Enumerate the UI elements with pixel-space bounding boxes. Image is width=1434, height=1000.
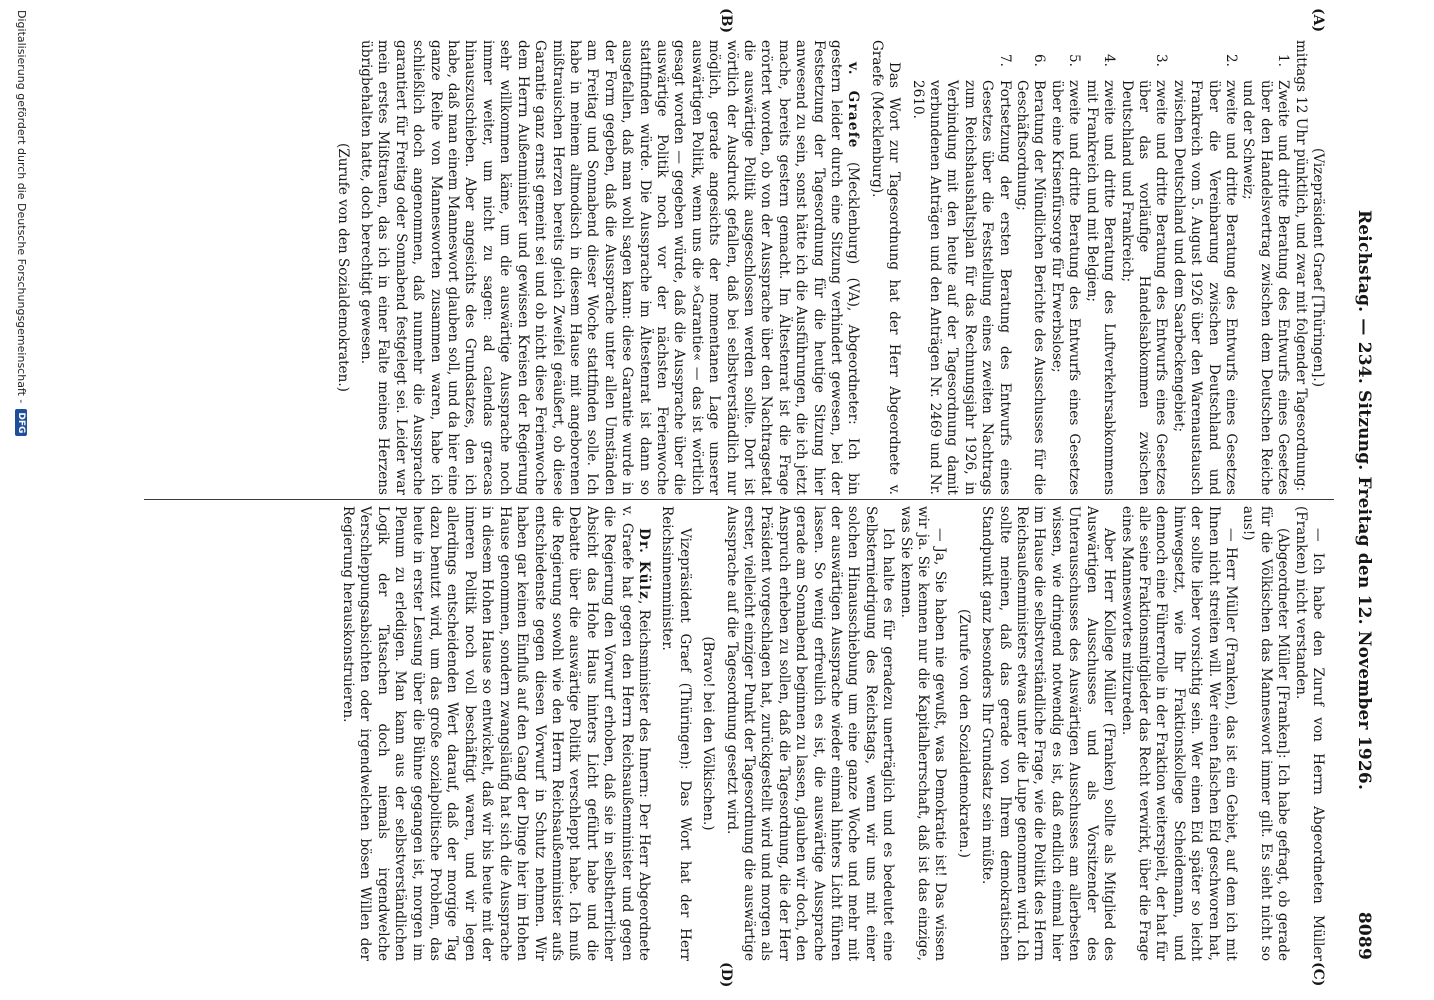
margin-mark-b: (B) bbox=[718, 8, 734, 34]
page-number: 8089 bbox=[1354, 911, 1374, 960]
speech-text: , Reichsminister des Innern: Der Herr Abgeordnete v. Graefe hat gegen den Herrn Reichsaußenminister und gegen die Regierung den Vorwurf erhoben, daß sie in selbstherrlicher Absicht das Hohe Haus hinters Licht geführt habe und die Debatte über die auswärtige Politik verschleppt habe. Ich muß die Regierung sowohl wie den Herrn Reichsaußenminister aufs entschiedenste gegen diesen Vorwurf in Schutz nehmen. Wir haben gar keinen Einfluß auf den Gang der Dinge hier im Hohen Hause genommen, sondern zwangsläufig hat sich die Aussprache in diesem Hohen Hause so entwickelt, daß wir bis heute mit der inneren Politik noch voll beschäftigt waren, und wir legen allerdings entscheidenden Wert darauf, daß der morgige Tag dazu benutzt wird, um das große sozialpolitische Problem, das heute in erster Lesung über die Bühne gegangen ist, morgen im Plenum zu erledigen. Man kann aus der selbstverständlichen Logik der Tatsachen doch niemals irgendwelche Verschleppungsabsichten oder irgendwelchen bösen Willen der Regierung herauskonstruieren. bbox=[340, 506, 652, 961]
paragraph: — Herr Müller (Franken), das ist ein Gebiet, auf dem ich mit Ihnen nicht streiten will. Wer einen falschen Eid geschworen hat, der sollte lieber vorsichtig sein. Wer einen Eid später so leicht hinwegsetzt, wie Ihr Fraktionskollege Scheidemann, und dennoch eine Führerrolle in der Fraktion weiterspielt, der hat für alle seine Fraktionsmitglieder das Recht verwirkt, über die Frage eines Manneswortes mitzureden. bbox=[1118, 506, 1239, 961]
speech-text: Ich bin gestern leider durch eine Sitzung verhindert gewesen, bei der Festsetzung der Tagesordnung für die heutige Sitzung hier anwesend zu sein, sonst hätte ich die Ausführungen, die ich jetzt mache, bereits gestern gemacht. Im Ältestenrat ist die Frage erörtert worden, ob von der Aussprache über den Nachtragsetat die auswärtige Politik ausgeschlossen werden sollte. Dort ist wörtlich der Ausdruck gefallen, daß bei selbstverständlich nur möglich, gerade angesichts der momentanen Lage unserer auswärtigen Politik, wenn uns die »Garantie« — das ist wörtlich gesagt worden — gegeben würde, daß die Aussprache über die auswärtige Politik noch vor der nächsten Ferienwoche stattfinden würde. Die Aussprache im Ältestenrat ist dann so ausgefallen, daß man wohl sagen kann: diese Garantie wurde in der Form gegeben, daß die Aussprache unter allen Umständen am Freitag und Sonnabend dieser Woche stattfinden solle. Ich habe in meinem altmodisch in diesem Hause mit angeborenen mißtrauischen Herzen bereits gleich Zweifel geäußert, ob diese Garantie ganz ernst gemeint sei und ob nicht diese Ferienwoche dem Herrn Außenminister und gewissen Kreisen der Regierung sehr willkommen käme, um die auswärtige Aussprache noch immer weiter, um nicht zu sagen: ad calendas graecas hinauszuschieben. Aber angesichts des Grundsatzes, den ich habe, daß man einem Manneswort glauben soll, und da hier eine ganze Reihe von Mannesworten zusammen waren, habe ich schließlich doch angenommen, daß nunmehr die Aussprache garantiert für Freitag oder Sonnabend festgelegt sei. Leider war mein erstes Mißtrauen, das ich in einer Falte meines Herzens übrigbehalten hatte, doch berechtigt gewesen. bbox=[358, 40, 862, 495]
speaker-name: v. Graefe bbox=[845, 62, 862, 149]
margin-mark-d: (D) bbox=[718, 962, 734, 988]
paragraph: Ich halte es für geradezu unerträglich und es bedeutet eine Selbsterniedrigung des Reichstags, wenn wir uns mit einer solchen Hinausschiebung um eine ganze Woche und mehr mit der auswärtigen Aussprache wieder einmal hinters Licht führen lassen. So wenig erfreulich es ist, die auswärtige Aussprache gerade am Sonnabend beginnen zu lassen, glauben wir doch, den Anspruch erheben zu sollen, daß die Tagesordnung, die der Herr Präsident vorgeschlagen hat, zurückgestellt wird und morgen als erster, vielleicht einziger Punkt der Tagesordnung die auswärtige Aussprache auf die Tagesordnung gesetzt wird. bbox=[723, 506, 897, 961]
paragraph: Aber Herr Kollege Müller (Franken) sollte als Mitglied des Auswärtigen Ausschusses und als Vorsitzender des Unterausschusses des Auswärtigen Ausschusses am allerbesten wissen, wie dringend notwendig es ist, daß endlich einmal hier im Hause die selbstverständliche Frage, wie die Politik des Herrn Reichsaußenministers etwas unter die Lupe genommen wird. Ich sollte meinen, daß das gerade von Ihrem demokratischen Standpunkt ganz besonders Ihr Grundsatz sein müßte. bbox=[979, 506, 1118, 961]
kuelz-speech bbox=[339, 506, 652, 961]
interjection: (Bravo! bei den Völkischen.) bbox=[700, 636, 717, 831]
dfg-logo-icon: DFG bbox=[16, 409, 28, 436]
interjection: (Zurufe von den Sozialdemokraten.) bbox=[334, 143, 351, 392]
agenda-item: 3. zweite und dritte Beratung des Entwurfs eines Gesetzes über das vorläufige Handelsabkommen zwischen Deutschland und Frankreich; bbox=[1118, 54, 1170, 495]
margin-mark-c: (C) bbox=[1310, 962, 1326, 987]
column-divider bbox=[144, 499, 1334, 500]
agenda-intro: mittags 12 Uhr pünktlich, und zwar mit folgender Tagesordnung: bbox=[1292, 40, 1309, 492]
speaker-role: (Mecklenburg) (VA), Abgeordneter: bbox=[845, 161, 862, 425]
left-column bbox=[146, 40, 1326, 495]
agenda-item: 6. Beratung der Mündlichen Berichte des Ausschusses für die Geschäftsordnung; bbox=[1014, 54, 1048, 495]
right-column bbox=[146, 506, 1326, 961]
agenda-item: 1. Zweite und dritte Beratung des Entwurfs eines Gesetzes über den Handelsvertrag zwischen dem Deutschen Reiche und der Schweiz; bbox=[1240, 54, 1292, 495]
interjection: (Abgeordneter Müller [Franken]: Ich habe gefragt, ob gerade für die Völkischen das Manneswort immer gilt. Es sieht nicht so aus!) bbox=[1240, 506, 1292, 961]
agenda-item: 7. Fortsetzung der ersten Beratung des Entwurfs eines Gesetzes über die Feststellung eines zweiten Nachtrags zum Reichshaushaltsplan für das Rechnungsjahr 1926, in Verbindung mit den heute auf der Tagesordnung damit verbundenen Anträgen und den Anträgen Nr. 2469 und Nr. 2610. bbox=[909, 54, 1013, 495]
paragraph: — Ja, Sie haben nie gewußt, was Demokratie ist! Das wissen wir ja. Sie kennen nur die Kapitalherrschaft, daß ist das einzige, was Sie kennen. bbox=[897, 506, 949, 961]
interjection: (Zurufe von den Sozialdemokraten.) bbox=[955, 609, 972, 858]
agenda-list bbox=[908, 40, 1291, 495]
speaker-name: Dr. Külz bbox=[635, 528, 652, 600]
agenda-item: 2. zweite und dritte Beratung des Entwurfs eines Gesetzes über die Vereinbarung zwischen Deutschland und Frankreich vom 5. August 1926 über den Warenaustausch zwischen Deutschland und dem Saarbeckengebiet; bbox=[1170, 54, 1239, 495]
agenda-item: 5. zweite und dritte Beratung des Entwurfs eines Gesetzes über eine Krisenfürsorge für Erwerbslose; bbox=[1048, 54, 1083, 495]
vp-word: Das Wort zur Tagesordnung hat der Herr Abgeordnete v. Graefe (Mecklenburg). bbox=[868, 40, 903, 495]
credit-text: Digitalisierung gefördert durch die Deutsche Forschungsgemeinschaft - bbox=[15, 10, 28, 404]
vp-line: (Vizepräsident Graef [Thüringen].) bbox=[1310, 147, 1326, 388]
vp-word: Vizepräsident Graef (Thüringen): Das Wort hat der Herr Reichsinnenminister. bbox=[659, 506, 693, 961]
paragraph: — Ich habe den Zuruf von Herrn Abgeordneten Müller (Franken) nicht verstanden. bbox=[1292, 506, 1326, 961]
page-header bbox=[1344, 40, 1374, 960]
agenda-item: 4. zweite und dritte Beratung des Luftverkehrsabkommens mit Frankreich und mit Belgien; bbox=[1083, 54, 1118, 495]
graefe-speech bbox=[357, 40, 862, 495]
margin-mark-a: (A) bbox=[1310, 8, 1326, 33]
dfg-credit bbox=[15, 10, 28, 436]
header-title: Reichstag. — 234. Sitzung. Freitag den 12. November 1926. bbox=[1354, 209, 1374, 791]
